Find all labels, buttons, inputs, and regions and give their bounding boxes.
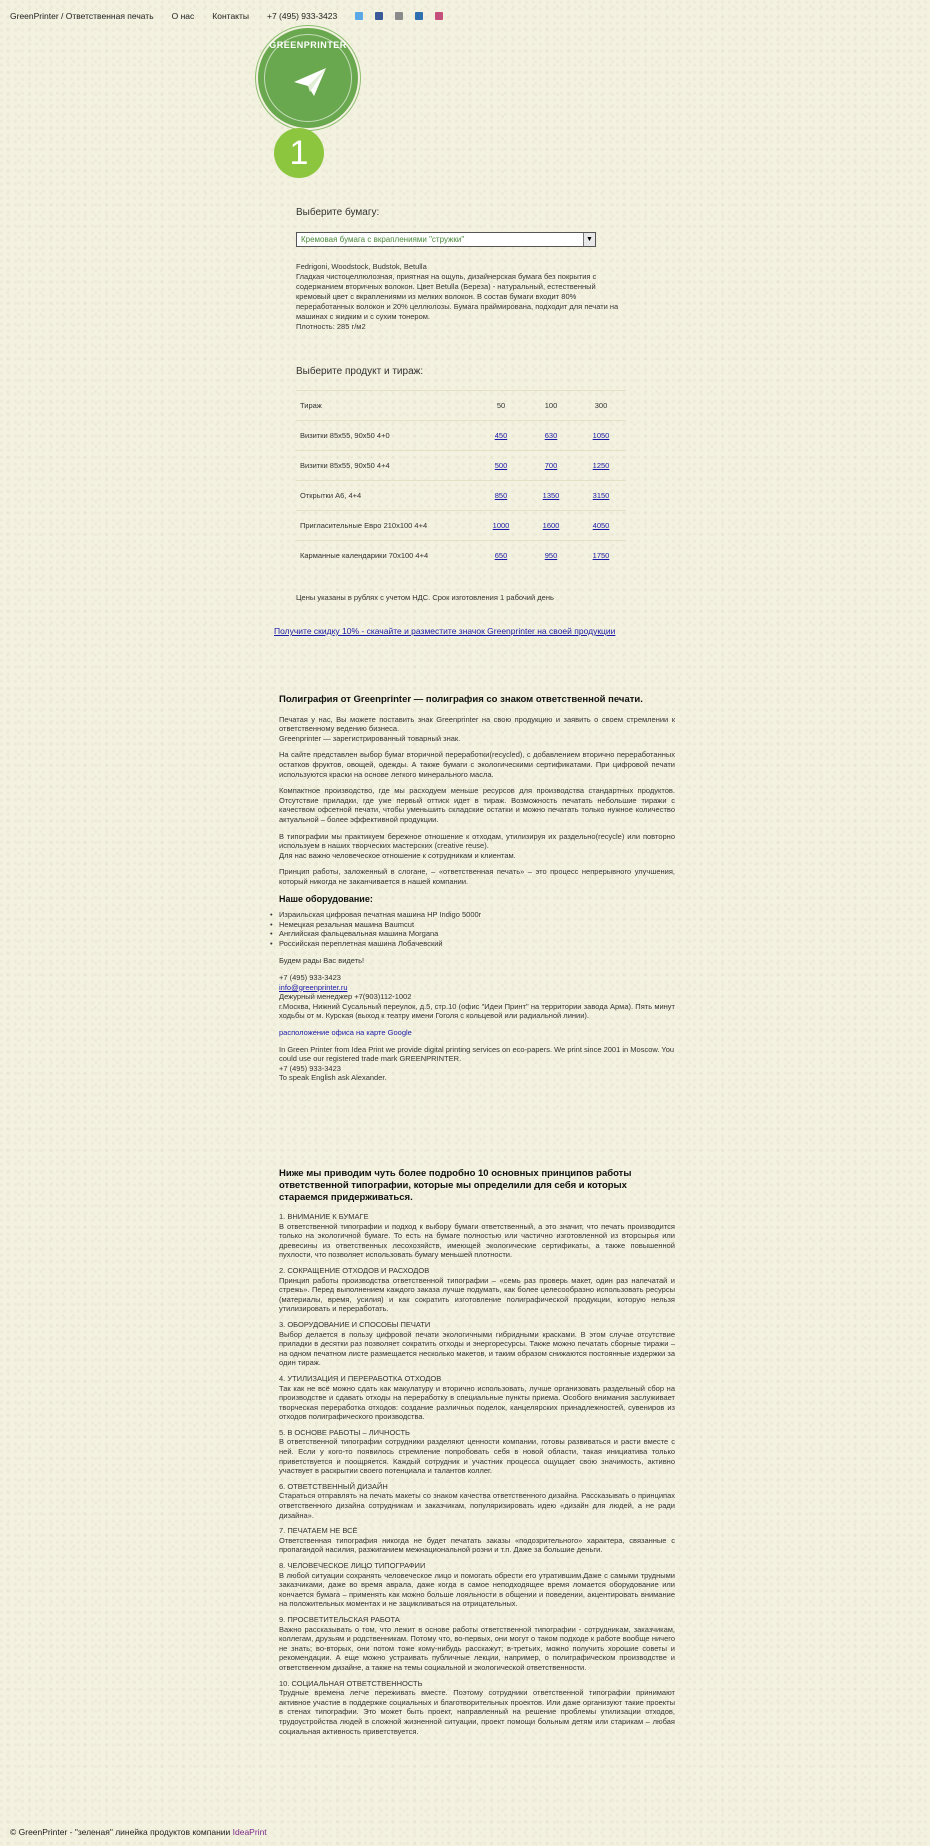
about-p3: Компактное производство, где мы расходуем меньше ресурсов для производства стандартных продуктов. Отсутствие приладки, где уже первый оттиск идет в тираж. Возможность печатать небольшие тиражи с качеством офсетной печати, чтобы уменьшить складские остатки и можно печатать только нужное количество актуальной – более эффективной продукции. [279, 786, 675, 824]
principle-title: 8. ЧЕЛОВЕЧЕСКОЕ ЛИЦО ТИПОГРАФИИ [279, 1561, 426, 1570]
header-col: 100 [526, 391, 576, 421]
english-phone: +7 (495) 933-3423 [279, 1063, 341, 1073]
price-link[interactable]: 450 [494, 431, 508, 440]
paper-plane-icon [290, 62, 330, 102]
top-nav [10, 11, 455, 21]
list-item: • Израильская цифровая печатная машина HP Indigo 5000r [279, 910, 675, 920]
price-link[interactable]: 3150 [592, 491, 610, 500]
principle-text: Принцип работы производства ответственной типографии – «семь раз проверь макет, один раз напечатай и стрежь». Перед выполнением каждого заказа лучше подумать, как более целесообразно использовать ресурсы (материалы, время, усилия) и как сократить изготовление полиграфической продукции, которую нельзя утилизировать и переработать. [279, 1275, 675, 1314]
price-link[interactable]: 1750 [592, 551, 610, 561]
paper-text: Гладкая чистоцеллюлозная, приятная на ощупь, дизайнерская бумага без покрытия с содержанием вторичных волокон. Цвет Betulla (Береза) - натуральный, естественный кремовый цвет с вкраплениями из мелких волокон. В состав бумаги входит 80% переработанных волокон и 20% целлюлозы. Бумага праймирована, подходит для печати на машинах с жидким и с сухим тонером. [296, 272, 619, 321]
paper-select-value: Кремовая бумага с вкраплениями "стружки" [301, 235, 465, 244]
price-link[interactable]: 700 [544, 461, 558, 470]
paper-description [296, 262, 632, 332]
contact-email[interactable]: info@greenprinter.ru [279, 982, 348, 992]
product-name: Визитки 85х55, 90х50 4+4 [296, 451, 476, 481]
blogger-icon[interactable] [415, 12, 423, 20]
product-name: Пригласительные Евро 210х100 4+4 [296, 511, 476, 541]
price-link[interactable]: 1050 [592, 431, 610, 440]
principle-text: В ответственной типографии сотрудники разделяют ценности компании, готовы развиваться и расти вместе с ней. Если у кого-то появилось стремление попробовать себя в новой области, такая инициатива только приветствуется и поощряется. Каждый сотрудник и участник процесса ощущает свою значимость, активно участвует в раскрытии своего потенциала и талантов коллег. [279, 1437, 675, 1476]
about-title: Полиграфия от Greenprinter — полиграфия со знаком ответственной печати. [279, 694, 643, 705]
equipment-title: Наше оборудование: [279, 893, 373, 904]
price-table [296, 390, 626, 571]
principles-section [279, 1168, 675, 1742]
principle-text: Так как не всё можно сдать как макулатуру и вторично использовать, лучше организовать раздельный сбор на производстве и сдавать отходы на переработку в специальные пункты приема. Особого внимания заслуживает творческая переработка отходов: создание различных поделок, канцелярских принадлежностей, сувениров из отходов полиграфического производства. [279, 1383, 675, 1422]
price-link[interactable]: 1600 [542, 521, 560, 530]
discount-link[interactable]: Получите скидку 10% - скачайте и разместите значок Greenprinter на своей продукции [274, 626, 616, 636]
english-ask: To speak English ask Alexander. [279, 1073, 387, 1083]
footer [10, 1827, 267, 1837]
table-row [296, 481, 626, 511]
nav-phone: +7 (495) 933-3423 [267, 11, 338, 21]
about-p1: Печатая у нас, Вы можете поставить знак Greenprinter на свою продукцию и заявить о своем стремлении к ответственному ведению бизнеса. [279, 714, 675, 734]
list-item: • Английская фальцевальная машина Morgana [279, 929, 675, 939]
price-link[interactable]: 650 [494, 551, 508, 561]
list-item: • Российская переплетная машина Лобачевский [279, 939, 675, 949]
welcome-text: Будем рады Вас видеть! [279, 956, 365, 966]
paper-density: Плотность: 285 г/м2 [296, 322, 366, 331]
principle-title: 2. СОКРАЩЕНИЕ ОТХОДОВ И РАСХОДОВ [279, 1265, 430, 1275]
principle-title: 6. ОТВЕТСТВЕННЫЙ ДИЗАЙН [279, 1481, 388, 1491]
table-header [296, 391, 626, 421]
nav-brand[interactable]: GreenPrinter / Ответственная печать [10, 11, 154, 21]
product-name: Визитки 85х55, 90х50 4+0 [296, 421, 476, 451]
chevron-down-icon[interactable]: ▼ [583, 233, 595, 246]
map-link[interactable]: расположение офиса на карте Google [279, 1028, 412, 1038]
principle-title: 9. ПРОСВЕТИТЕЛЬСКАЯ РАБОТА [279, 1614, 400, 1624]
paper-brands: Fedrigoni, Woodstock, Budstok, Betulla [296, 262, 427, 271]
greenprinter-logo [256, 26, 360, 130]
contact-address: г.Москва, Нижний Сусальный переулок, д.5, стр.10 (офис "Идеи Принт" на территории завода Арма). Пять минут ходьбы от м. Курская (выход к театру имени Гоголя с кольцевой или радиальной линии). [279, 1001, 675, 1021]
about-p5: Принцип работы, заложенный в слогане, – «ответственная печать» – это процесс непрерывного улучшения, который никогда не заканчивается в нашей компании. [279, 867, 675, 886]
table-row [296, 421, 626, 451]
nav-about[interactable]: О нас [171, 11, 195, 21]
principle-text: Важно рассказывать о том, что лежит в основе работы ответственной типографии - сотрудникам, заказчикам, коллегам, друзьям и родственникам. Потому что, во-первых, они могут о таком подходе к работе вообще ничего не знать; во-вторых, они потом тоже кому-нибудь расскажут; в-третьих, можно получить хорошие советы и рекомендации. А еще можно устраивать публичные лекции, например, о полиграфическом производстве и ответственном дизайне, а также на темы социальной и экологической ответственности. [279, 1624, 675, 1672]
footer-text: © GreenPrinter - "зеленая" линейка продуктов компании [10, 1827, 231, 1837]
price-link[interactable]: 630 [544, 431, 558, 440]
table-row [296, 451, 626, 481]
principle-title: 7. ПЕЧАТАЕМ НЕ ВСЁ [279, 1526, 358, 1536]
principle-title: 3. ОБОРУДОВАНИЕ И СПОСОБЫ ПЕЧАТИ [279, 1319, 431, 1329]
about-p4b: Для нас важно человеческое отношение к сотрудникам и клиентам. [279, 850, 516, 860]
principle-title: 10. СОЦИАЛЬНАЯ ОТВЕТСТВЕННОСТЬ [279, 1678, 423, 1688]
header-col: 300 [576, 391, 626, 421]
principle-title: 1. ВНИМАНИЕ К БУМАГЕ [279, 1212, 369, 1221]
about-section [279, 695, 675, 1083]
principles-title: Ниже мы приводим чуть более подробно 10 основных принципов работы ответственной типографии, которые мы определили для себя и которых стараемся придерживаться. [279, 1168, 632, 1203]
instagram-icon[interactable] [435, 12, 443, 20]
logo-text: GREENPRINTER [269, 40, 347, 50]
facebook-icon[interactable] [375, 12, 383, 20]
price-link[interactable]: 850 [494, 491, 508, 500]
header-col: 50 [476, 391, 526, 421]
header-name: Тираж [296, 391, 476, 421]
english-text: In Green Printer from Idea Print we provide digital printing services on eco-papers. We print since 2001 in Moscow. You could use our registered trade mark GREENPRINTER. [279, 1044, 675, 1064]
price-link[interactable]: 1000 [492, 521, 510, 530]
principle-text: В ответственной типографии и подход к выбору бумаги ответственный, а это значит, что печать производится только на экологичной бумаге. То есть на бумаге полностью или частично изготовленной из вторсырья или древесины из ответственных лесохозяйств, имеющей экологические сертификаты, а также повышенной пухлости, что позволяет использовать бумагу меньшей плотности. [279, 1221, 675, 1260]
price-link[interactable]: 500 [494, 461, 508, 470]
table-row [296, 541, 626, 571]
products-label: Выберите продукт и тираж: [296, 366, 424, 377]
principle-text: Выбор делается в пользу цифровой печати экологичными гибридными красками. В этом случае отсутствие приладки в десятки раз позволяет сократить отходы и энергоресурсы. Также можно печатать сборные тиражи – на одном печатном листе размещается несколько макетов, и таким образом снижаются постоянные издержки за один тираж. [279, 1329, 675, 1368]
twitter-icon[interactable] [355, 12, 363, 20]
price-link[interactable]: 950 [544, 551, 558, 561]
footer-link[interactable]: IdeaPrint [232, 1827, 267, 1837]
price-link[interactable]: 1350 [542, 491, 560, 500]
table-row [296, 511, 626, 541]
principle-text: Трудные времена легче переживать вместе. Поэтому сотрудники ответственной типографии принимают активное участие в поддержке социальных и благотворительных проектов. Или даже организуют такие проекты в стенах типографии. Это может быть проект, направленный на решение проблемы утилизации отходов, трудоустройства людей в сложной жизненной ситуации, проект помощи больным детям или старикам – любая социальная активность приветствуется. [279, 1688, 675, 1736]
product-name: Карманные календарики 70х100 4+4 [296, 541, 476, 571]
price-note: Цены указаны в рублях с учетом НДС. Срок изготовления 1 рабочий день [296, 593, 554, 602]
principle-text: Стараться отправлять на печать макеты со знаком качества ответственного дизайна. Рассказывать о принципах ответственного дизайна сотрудникам и заказчикам, популяризировать идею «дизайн для людей, а не ради дизайна». [279, 1491, 675, 1520]
about-p4: В типографии мы практикуем бережное отношение к отходам, утилизируя их раздельно(recycle) или повторно используем в наших творческих мастерских (creative reuse). [279, 831, 675, 851]
about-p1b: Greenprinter — зарегистрированный товарный знак. [279, 733, 461, 743]
principle-title: 4. УТИЛИЗАЦИЯ И ПЕРЕРАБОТКА ОТХОДОВ [279, 1373, 442, 1383]
price-link[interactable]: 4050 [592, 521, 610, 530]
principle-text: Ответственная типография никогда не будет печатать заказы «подозрительного» характера, связанные с пропагандой насилия, разжиганием межнациональной розни и т.п. Даже за большие деньги. [279, 1535, 675, 1555]
link-icon[interactable] [395, 12, 403, 20]
list-item: • Немецкая резальная машина Baumcut [279, 920, 675, 930]
nav-contacts[interactable]: Контакты [212, 11, 249, 21]
contact-phone: +7 (495) 933-3423 [279, 973, 341, 983]
contact-manager: Дежурный менеджер +7(903)112-1002 [279, 992, 412, 1002]
about-p2: На сайте представлен выбор бумаг вторичной переработки(recycled), с добавлением вторично переработанных остатков фруктов, овощей, одежды. А также бумаги с экологическими сертификатами. При цифровой печати используются краски на основе легкого минерального масла. [279, 750, 675, 779]
principle-title: 5. В ОСНОВЕ РАБОТЫ – ЛИЧНОСТЬ [279, 1427, 410, 1437]
paper-label: Выберите бумагу: [296, 207, 380, 218]
step-number: 1 [274, 128, 324, 178]
principle-text: В любой ситуации сохранять человеческое лицо и помогать обрести его утратившим.Даже с самыми трудными заказчиками, даже во время аврала, даже когда в самое неподходящее время ломается оборудование или кончается бумага – применять как можно больше лояльности в общении и поведении, акцентировать внимание на положительных моментах и не зацикливаться на отрицательных. [279, 1570, 675, 1609]
equipment-list [279, 910, 675, 948]
price-link[interactable]: 1250 [592, 461, 610, 470]
product-name: Открытки А6, 4+4 [296, 481, 476, 511]
paper-select[interactable] [296, 232, 596, 247]
